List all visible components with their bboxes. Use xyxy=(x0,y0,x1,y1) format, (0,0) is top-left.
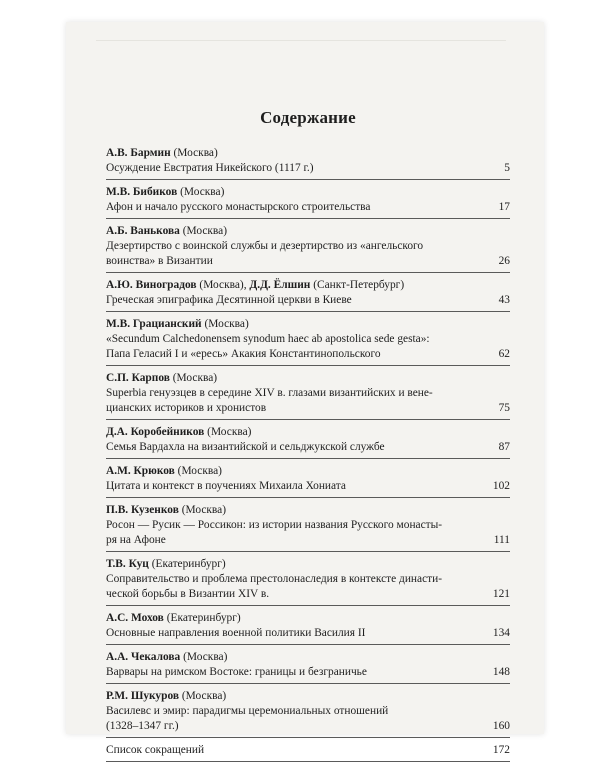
author-city: (Москва) xyxy=(183,651,228,663)
author-city: (Екатеринбург) xyxy=(166,612,241,624)
author-city: (Москва) xyxy=(173,147,218,159)
toc-entry xyxy=(106,689,510,738)
author-name: П.В. Кузенков xyxy=(106,504,179,516)
author-name: А.В. Бармин xyxy=(106,147,171,159)
page-number: 121 xyxy=(492,588,510,600)
title-row xyxy=(106,386,510,416)
entry-divider xyxy=(106,683,510,684)
toc-entry xyxy=(106,185,510,219)
toc-entry xyxy=(106,743,510,762)
author-line xyxy=(106,611,510,626)
article-title xyxy=(106,665,484,680)
title-row xyxy=(106,440,510,455)
article-title xyxy=(106,200,484,215)
article-title xyxy=(106,479,484,494)
toc-entry xyxy=(106,146,510,180)
author-line xyxy=(106,425,510,440)
title-row xyxy=(106,161,510,176)
author-city: (Москва) xyxy=(172,372,218,384)
title-row xyxy=(106,200,510,215)
title-row xyxy=(106,239,510,269)
article-title xyxy=(106,572,484,602)
author-name: Д.А. Коробейников xyxy=(106,426,205,438)
author-city: (Москва) xyxy=(181,504,226,516)
show-through-decoration xyxy=(96,40,506,101)
page-number: 172 xyxy=(492,744,510,756)
author-line xyxy=(106,224,510,239)
toc-list xyxy=(106,146,510,762)
page-number: 17 xyxy=(498,201,510,213)
article-title xyxy=(106,518,484,548)
toc-entry xyxy=(106,371,510,420)
author-line xyxy=(106,503,510,518)
article-title-line: Superbia генуэзцев в середине XIV в. глазами византийских и вене- xyxy=(106,387,433,399)
article-title xyxy=(106,743,484,758)
article-title xyxy=(106,626,484,641)
article-title-line: Дезертирство с воинской службы и дезертирство из «ангельского xyxy=(106,240,424,252)
toc-entry xyxy=(106,278,510,312)
article-title-line: (1328–1347 гг.) xyxy=(106,720,179,732)
article-title xyxy=(106,293,484,308)
author-line xyxy=(106,278,510,293)
author-city: (Москва) xyxy=(204,318,249,330)
author-name: Д.Д. Ёлшин xyxy=(249,279,311,291)
article-title-line: Список сокращений xyxy=(106,744,205,756)
entry-divider xyxy=(106,761,510,762)
article-title xyxy=(106,704,484,734)
article-title xyxy=(106,440,484,455)
author-city: (Москва) xyxy=(180,186,225,198)
entry-divider xyxy=(106,419,510,420)
author-name: Р.М. Шукуров xyxy=(106,690,180,702)
title-row xyxy=(106,743,510,758)
page-number: 102 xyxy=(492,480,510,492)
page-number: 160 xyxy=(492,720,510,732)
title-row xyxy=(106,572,510,602)
author-city: (Москва), xyxy=(199,279,247,291)
toc-entry xyxy=(106,224,510,273)
title-row xyxy=(106,704,510,734)
toc-entry xyxy=(106,464,510,498)
article-title-line: «Secundum Calchedonensem synodum haec ab apostolica sede gesta»: xyxy=(106,333,430,345)
article-title-line: ческой борьбы в Византии XIV в. xyxy=(106,588,270,600)
toc-entry xyxy=(106,557,510,606)
article-title-line: цианских историков и хронистов xyxy=(106,402,267,414)
article-title-line: Основные направления военной политики Василия II xyxy=(106,627,366,639)
article-title-line: Семья Вардахла на византийской и сельджукской службе xyxy=(106,441,385,453)
toc-entry xyxy=(106,317,510,366)
author-name: М.В. Грацианский xyxy=(106,318,202,330)
author-name: С.П. Карпов xyxy=(106,372,170,384)
entry-divider xyxy=(106,458,510,459)
title-row xyxy=(106,332,510,362)
toc-entry xyxy=(106,503,510,552)
author-city: (Москва) xyxy=(177,465,222,477)
toc-entry xyxy=(106,425,510,459)
author-name: А.А. Чекалова xyxy=(106,651,181,663)
page-number: 75 xyxy=(498,402,510,414)
article-title xyxy=(106,386,484,416)
article-title-line: Цитата и контекст в поучениях Михаила Хониата xyxy=(106,480,346,492)
toc-entry xyxy=(106,650,510,684)
article-title-line: Греческая эпиграфика Десятинной церкви в Киеве xyxy=(106,294,352,306)
article-title xyxy=(106,161,484,176)
author-line xyxy=(106,317,510,332)
page-number: 111 xyxy=(493,534,510,546)
title-row xyxy=(106,665,510,680)
article-title-line: воинства» в Византии xyxy=(106,255,213,267)
entry-divider xyxy=(106,737,510,738)
author-city: (Москва) xyxy=(207,426,252,438)
article-title-line: Папа Геласий I и «ересь» Акакия Константинопольского xyxy=(106,348,381,360)
author-city: (Москва) xyxy=(182,225,228,237)
page-number: 26 xyxy=(498,255,510,267)
author-city: (Екатеринбург) xyxy=(151,558,226,570)
article-title xyxy=(106,239,484,269)
toc-content xyxy=(106,108,510,767)
entry-divider xyxy=(106,179,510,180)
book-page xyxy=(66,22,544,756)
article-title-line: Василевс и эмир: парадигмы церемониальных отношений xyxy=(106,705,389,717)
author-name: Т.В. Куц xyxy=(106,558,149,570)
title-row xyxy=(106,479,510,494)
page-title: Содержание xyxy=(260,108,356,127)
entry-divider xyxy=(106,551,510,552)
author-line xyxy=(106,185,510,200)
author-name: А.М. Крюков xyxy=(106,465,175,477)
title-row xyxy=(106,293,510,308)
entry-divider xyxy=(106,497,510,498)
entry-divider xyxy=(106,218,510,219)
entry-divider xyxy=(106,311,510,312)
article-title-line: ря на Афоне xyxy=(106,534,166,546)
author-city: (Санкт-Петербург) xyxy=(313,279,405,291)
toc-entry xyxy=(106,611,510,645)
author-name: М.В. Бибиков xyxy=(106,186,178,198)
page-number: 148 xyxy=(492,666,510,678)
page-number: 43 xyxy=(498,294,510,306)
page-number: 87 xyxy=(498,441,510,453)
author-name: А.Ю. Виноградов xyxy=(106,279,197,291)
article-title-line: Росон — Русик — Россикон: из истории названия Русского монасты- xyxy=(106,519,443,531)
page-number: 5 xyxy=(504,162,510,174)
author-line xyxy=(106,464,510,479)
author-city: (Москва) xyxy=(181,690,227,702)
article-title xyxy=(106,332,484,362)
entry-divider xyxy=(106,272,510,273)
page-number: 62 xyxy=(498,348,510,360)
entry-divider xyxy=(106,605,510,606)
author-line xyxy=(106,146,510,161)
entry-divider xyxy=(106,365,510,366)
article-title-line: Варвары на римском Востоке: границы и безграничье xyxy=(106,666,367,678)
author-line xyxy=(106,371,510,386)
author-line xyxy=(106,689,510,704)
title-row xyxy=(106,518,510,548)
author-line xyxy=(106,557,510,572)
article-title-line: Афон и начало русского монастырского строительства xyxy=(106,201,371,213)
title-row xyxy=(106,626,510,641)
author-name: А.Б. Ванькова xyxy=(106,225,180,237)
author-line xyxy=(106,650,510,665)
author-name: А.С. Мохов xyxy=(106,612,164,624)
entry-divider xyxy=(106,644,510,645)
article-title-line: Осуждение Евстратия Никейского (1117 г.) xyxy=(106,162,314,174)
article-title-line: Соправительство и проблема престолонаследия в контексте династи- xyxy=(106,573,442,585)
page-number: 134 xyxy=(492,627,510,639)
